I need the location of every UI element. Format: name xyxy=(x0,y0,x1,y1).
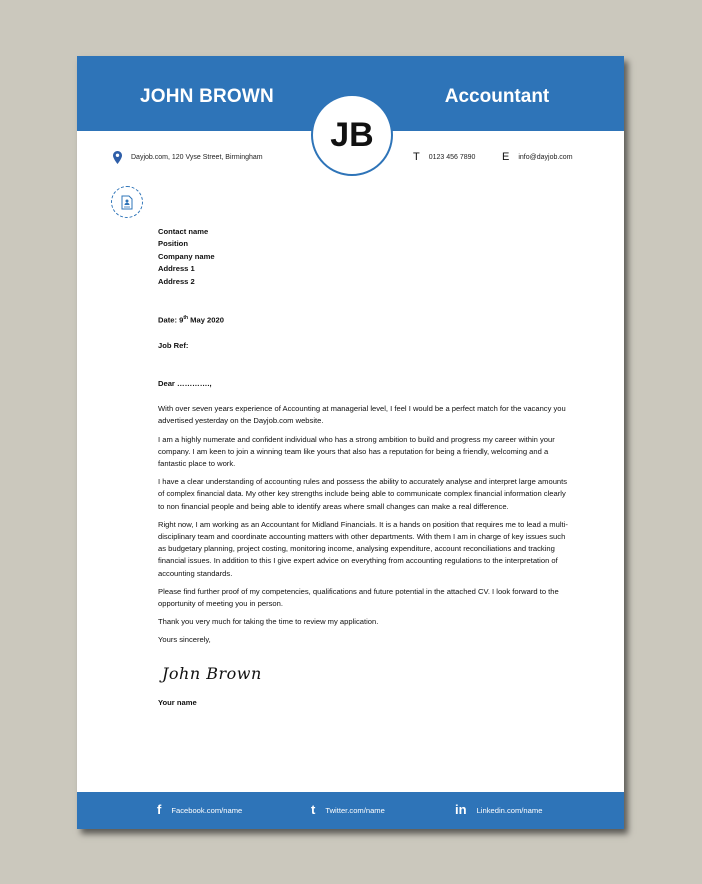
job-ref: Job Ref: xyxy=(158,340,189,350)
your-name: Your name xyxy=(158,697,197,707)
paragraph: Right now, I am working as an Accountant for Midland Financials. It is a hands on position that requires me to lead a multi-disciplinary team and coordinate accounting matters with other departments. With them I am in charge of key issues such as budgetary planning, project costing, monitoring income, analysing expenditure, account reconciliations and tracking financial issues. In addition to this I give expert advice on everything from accounting regulations to the interpretation of accounting standards. xyxy=(158,519,568,578)
facebook-text: Facebook.com/name xyxy=(171,805,243,815)
recipient-line: Position xyxy=(158,239,188,249)
phone-text: 0123 456 7890 xyxy=(428,153,476,161)
monogram-badge: JB xyxy=(311,94,393,176)
paragraph: I am a highly numerate and confident individual who has a strong ambition to build and progress my career within your company. I am keen to join a winning team like yours that also has a reputation for being a friendly, welcoming and a fantastic place to work. xyxy=(158,434,555,468)
date-ordinal: th xyxy=(183,315,189,322)
facebook-link[interactable] xyxy=(157,804,242,816)
date-suffix: May 2020 xyxy=(188,315,224,325)
paragraph: With over seven years experience of Accounting at managerial level, I feel I would be a perfect match for the vacancy you advertised yesterday on the Dayjob.com website. xyxy=(158,404,566,426)
linkedin-link[interactable] xyxy=(455,804,542,816)
salutation: Dear …………., xyxy=(158,378,212,388)
paragraph: Please find further proof of my competencies, qualifications and future potential in the attached CV. I look forward to the opportunity of meeting you in person. xyxy=(158,586,559,609)
recipient-line: Contact name xyxy=(158,227,209,236)
recipient-line: Address 2 xyxy=(158,276,195,286)
letter-body xyxy=(158,226,568,709)
candidate-name: JOHN BROWN xyxy=(140,86,274,107)
footer-band xyxy=(77,792,624,829)
letter-date xyxy=(158,312,568,327)
linkedin-icon: in xyxy=(455,802,467,817)
address-contact xyxy=(113,151,263,164)
handwritten-signature: John Brown xyxy=(162,663,262,683)
cover-letter-page xyxy=(77,56,624,829)
closing: Yours sincerely, xyxy=(158,635,211,645)
paragraph: Thank you very much for taking the time to review my application. xyxy=(158,617,379,627)
twitter-link[interactable] xyxy=(311,804,385,816)
date-prefix: Date: 9 xyxy=(158,315,184,325)
job-title: Accountant xyxy=(444,86,550,107)
email-text[interactable]: info@dayjob.com xyxy=(518,153,573,161)
paragraph: I have a clear understanding of accounting rules and possess the ability to accurately analyse and interpret large amounts of complex financial data. My other key strengths include being able to communicate complex financial information clearly to non financial people and being able to identify areas where small changes can make a real difference. xyxy=(158,477,568,511)
linkedin-text: Linkedin.com/name xyxy=(476,805,543,815)
facebook-icon: f xyxy=(157,802,162,817)
recipient-block xyxy=(158,226,568,288)
twitter-text: Twitter.com/name xyxy=(325,805,385,815)
address-text: Dayjob.com, 120 Vyse Street, Birmingham xyxy=(131,154,263,161)
document-user-icon xyxy=(111,186,143,218)
phone-label: T xyxy=(413,151,420,163)
twitter-icon: t xyxy=(311,802,316,817)
email-contact xyxy=(502,151,573,163)
map-pin-icon xyxy=(113,151,122,164)
recipient-line: Address 1 xyxy=(158,264,195,274)
email-label: E xyxy=(502,151,510,163)
phone-contact xyxy=(413,151,475,163)
recipient-line: Company name xyxy=(158,251,215,261)
